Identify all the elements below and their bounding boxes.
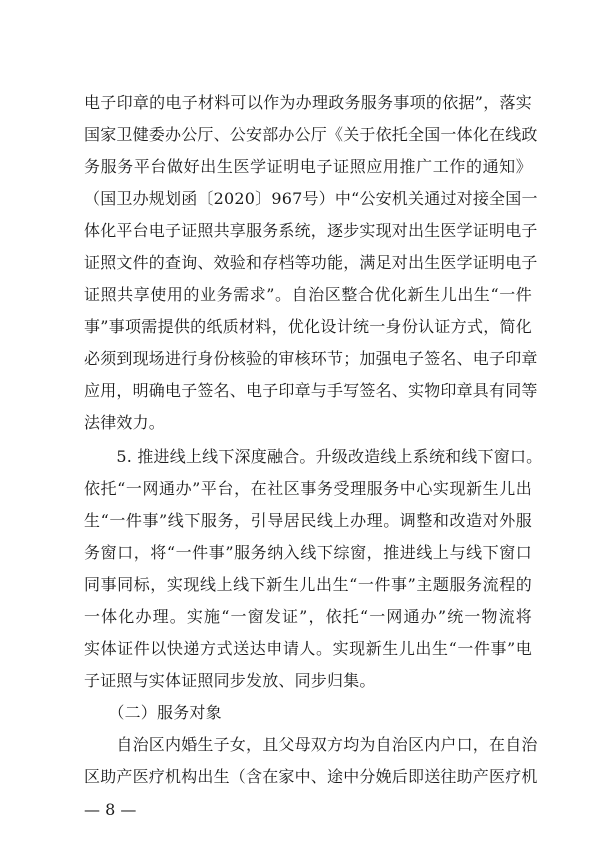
body-line: 务服务平台做好出生医学证明电子证照应用推广工作的通知》 — [84, 157, 532, 176]
body-line: 证照文件的查询、效验和存档等功能，满足对出生医学证明电子 — [84, 253, 538, 272]
body-line: 依托“一网通办”平台，在社区事务受理服务中心实现新生儿出 — [84, 479, 532, 498]
body-line: 生“一件事”线下服务，引导居民线上办理。调整和改造对外服 — [84, 511, 532, 530]
body-line: 子证照与实体证照同步发放、同步归集。 — [84, 671, 376, 690]
body-line: 自治区内婚生子女，且父母双方均为自治区内户口，在自治 — [84, 735, 538, 754]
body-line: 实体证件以快递方式送达申请人。实现新生儿出生“一件事”电 — [84, 639, 532, 658]
body-line: 应用，明确电子签名、电子印章与手写签名、实物印章具有同等 — [84, 381, 538, 400]
body-line: 法律效力。 — [84, 413, 166, 432]
body-line: 5. 推进线上线下深度融合。升级改造线上系统和线下窗口。 — [84, 447, 543, 466]
body-line: 区助产医疗机构出生（含在家中、途中分娩后即送往助产医疗机 — [84, 767, 538, 786]
body-line: （国卫办规划函〔2020〕967号）中“公安机关通过对接全国一 — [84, 189, 538, 208]
body-line: 必须到现场进行身份核验的审核环节；加强电子签名、电子印章 — [84, 349, 538, 368]
body-line: 务窗口，将“一件事”服务纳入线下综窗，推进线上与线下窗口 — [84, 543, 532, 562]
body-line: 同事同标，实现线上线下新生儿出生“一件事”主题服务流程的 — [84, 575, 532, 594]
body-line: 国家卫健委办公厅、公安部办公厅《关于依托全国一体化在线政 — [84, 125, 538, 144]
body-line: 事”事项需提供的纸质材料，优化设计统一身份认证方式，简化 — [84, 317, 532, 336]
body-line: 一体化办理。实施“一窗发证”，依托“一网通办”统一物流将 — [84, 607, 532, 626]
page-number: — 8 — — [84, 800, 137, 819]
body-line: 体化平台电子证照共享服务系统，逐步实现对出生医学证明电子 — [84, 221, 538, 240]
body-line: 证照共享使用的业务需求”。自治区整合优化新生儿出生“一件 — [84, 285, 532, 304]
section-heading: （二）服务对象 — [84, 703, 222, 722]
body-line: 电子印章的电子材料可以作为办理政务服务事项的依据”，落实 — [84, 93, 532, 112]
